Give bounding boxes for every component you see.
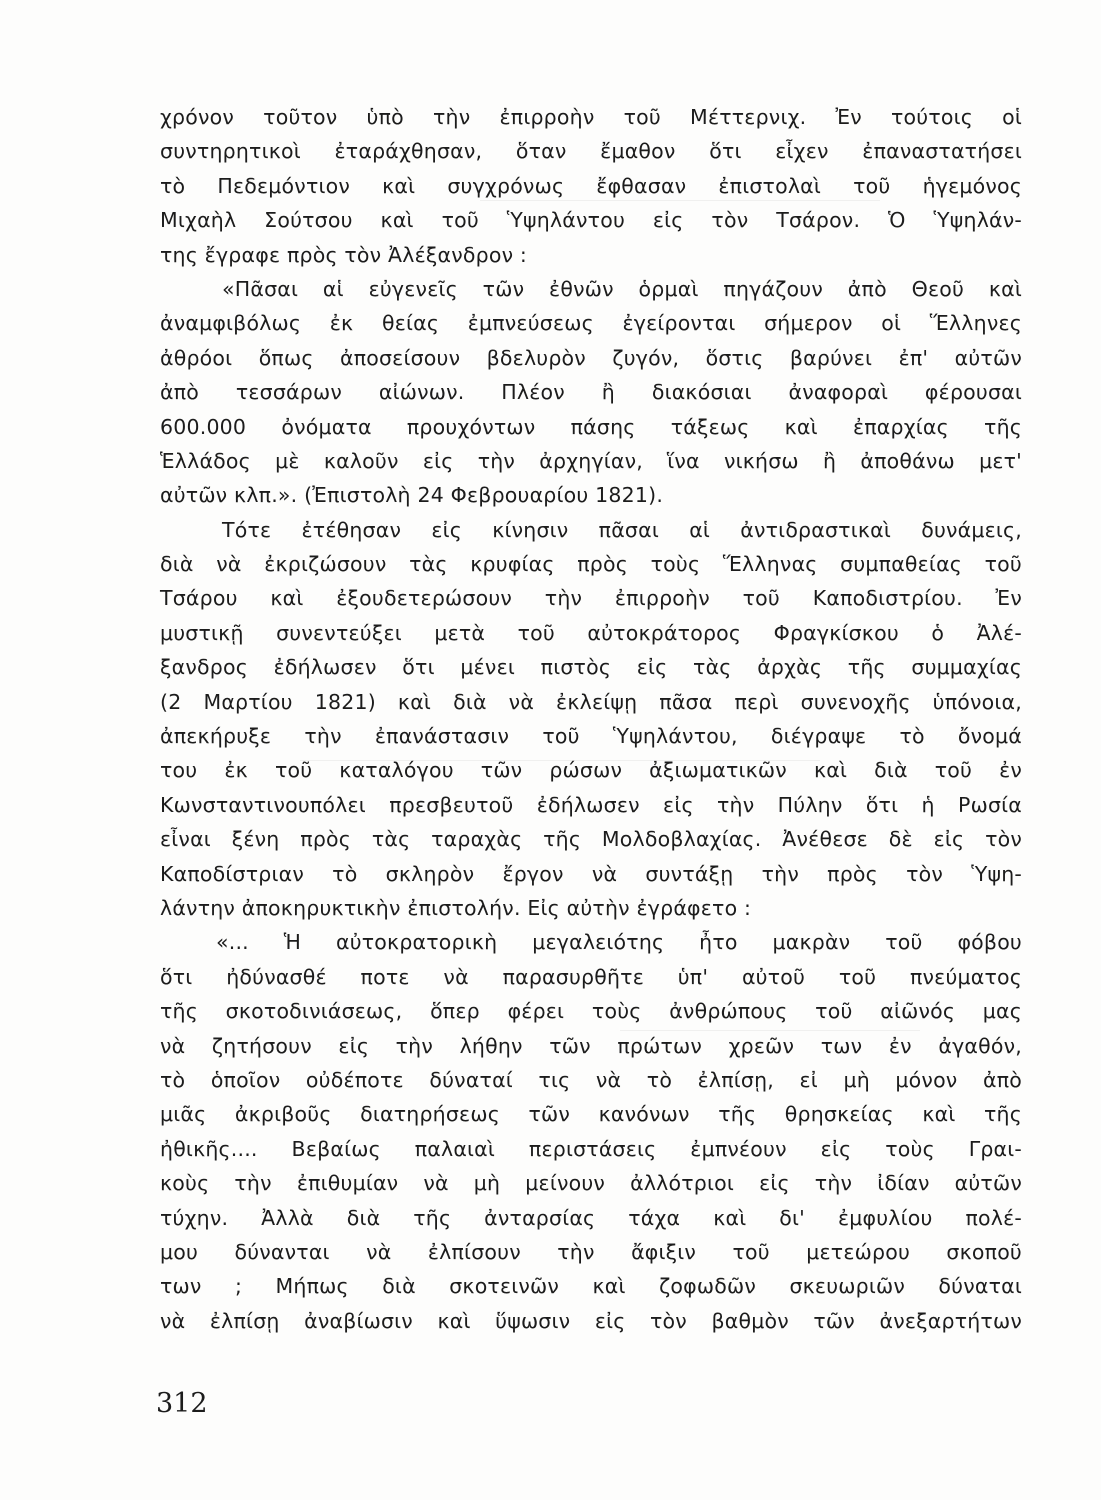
text-line: «Πᾶσαι αἱ εὐγενεῖς τῶν ἐθνῶν ὁρμαὶ πηγάζουν ἀπὸ Θεοῦ καὶ [222,276,1022,301]
text-line: νὰ ζητήσουν εἰς τὴν λήθην τῶν πρώτων χρεῶν των ἐν ἀγαθόν, [160,1033,1022,1058]
text-line: τῆς σκοτοδινιάσεως, ὅπερ φέρει τοὺς ἀνθρώπους τοῦ αἰῶνός μας [160,999,1022,1024]
text-line: νὰ ἐλπίσῃ ἀναβίωσιν καὶ ὕψωσιν εἰς τὸν βαθμὸν τῶν ἀνεξαρτήτων [160,1308,1022,1333]
text-line: ἀθρόοι ὅπως ἀποσείσουν βδελυρὸν ζυγόν, ὅστις βαρύνει ἐπ' αὐτῶν [160,345,1022,370]
text-line: τὸ Πεδεμόντιον καὶ συγχρόνως ἔφθασαν ἐπιστολαὶ τοῦ ἡγεμόνος [160,173,1022,198]
text-line: ἀπὸ τεσσάρων αἰώνων. Πλέον ἢ διακόσιαι ἀναφοραὶ φέρουσαι [160,380,1022,405]
text-line: μυστικῇ συνεντεύξει μετὰ τοῦ αὐτοκράτορος Φραγκίσκου ὁ Ἀλέ- [160,620,1022,645]
text-line: «... Ἡ αὐτοκρατορικὴ μεγαλειότης ἦτο μακρὰν τοῦ φόβου [216,930,1022,955]
text-line: λάντην ἀποκηρυκτικὴν ἐπιστολήν. Εἰς αὐτὴν ἐγράφετο : [160,895,752,920]
text-line: ἀπεκήρυξε τὴν ἐπανάστασιν τοῦ Ὑψηλάντου, διέγραψε τὸ ὄνομά [160,724,1022,749]
text-line: αὐτῶν κλπ.». (Ἐπιστολὴ 24 Φεβρουαρίου 1821). [160,483,664,508]
text-line: ξανδρος ἐδήλωσεν ὅτι μένει πιστὸς εἰς τὰς ἀρχὰς τῆς συμμαχίας [160,655,1022,680]
text-line: συντηρητικοὶ ἐταράχθησαν, ὅταν ἔμαθον ὅτι εἶχεν ἐπαναστατήσει [160,139,1022,164]
text-line: 600.000 ὀνόματα προυχόντων πάσης τάξεως καὶ ἐπαρχίας τῆς [160,414,1022,439]
text-line: (2 Μαρτίου 1821) καὶ διὰ νὰ ἐκλείψῃ πᾶσα περὶ συνενοχῆς ὑπόνοια, [160,689,1022,714]
text-line: Ἑλλάδος μὲ καλοῦν εἰς τὴν ἀρχηγίαν, ἵνα νικήσω ἢ ἀποθάνω μετ' [160,448,1022,473]
text-line: Τότε ἐτέθησαν εἰς κίνησιν πᾶσαι αἱ ἀντιδραστικαὶ δυνάμεις, [222,517,1022,542]
text-line: της ἔγραφε πρὸς τὸν Ἀλέξανδρον : [160,242,528,267]
text-line: τὸ ὁποῖον οὐδέποτε δύναταί τις νὰ τὸ ἐλπίσῃ, εἰ μὴ μόνον ἀπὸ [160,1067,1022,1092]
text-line: ἠθικῆς.... Βεβαίως παλαιαὶ περιστάσεις ἐμπνέουν εἰς τοὺς Γραι- [160,1136,1022,1161]
text-line: Τσάρου καὶ ἐξουδετερώσουν τὴν ἐπιρροὴν τοῦ Καποδιστρίου. Ἐν [160,586,1022,611]
page-number: 312 [156,1388,208,1419]
text-line: του ἐκ τοῦ καταλόγου τῶν ρώσων ἀξιωματικῶν καὶ διὰ τοῦ ἐν [160,758,1022,783]
text-line: τύχην. Ἀλλὰ διὰ τῆς ἀνταρσίας τάχα καὶ δι' ἐμφυλίου πολέ- [160,1205,1022,1230]
text-line: Καποδίστριαν τὸ σκληρὸν ἔργον νὰ συντάξῃ τὴν πρὸς τὸν Ὑψη- [160,861,1022,886]
body-text [160,100,1022,1338]
text-line: Μιχαὴλ Σούτσου καὶ τοῦ Ὑψηλάντου εἰς τὸν Τσάρον. Ὁ Ὑψηλάν- [160,208,1022,233]
text-line: μου δύνανται νὰ ἐλπίσουν τὴν ἄφιξιν τοῦ μετεώρου σκοποῦ [160,1239,1022,1264]
text-line: εἶναι ξένη πρὸς τὰς ταραχὰς τῆς Μολδοβλαχίας. Ἀνέθεσε δὲ εἰς τὸν [160,827,1022,852]
text-line: των ; Μήπως διὰ σκοτεινῶν καὶ ζοφωδῶν σκευωριῶν δύναται [160,1274,1022,1299]
text-line: διὰ νὰ ἐκριζώσουν τὰς κρυφίας πρὸς τοὺς Ἕλληνας συμπαθείας τοῦ [160,552,1022,577]
text-line: ἀναμφιβόλως ἐκ θείας ἐμπνεύσεως ἐγείρονται σήμερον οἱ Ἕλληνες [160,311,1022,336]
text-line: κοὺς τὴν ἐπιθυμίαν νὰ μὴ μείνουν ἀλλότριοι εἰς τὴν ἰδίαν αὐτῶν [160,1171,1022,1196]
text-line: Κωνσταντινουπόλει πρεσβευτοῦ ἐδήλωσεν εἰς τὴν Πύλην ὅτι ἡ Ρωσία [160,792,1022,817]
text-line: ὅτι ἠδύνασθέ ποτε νὰ παρασυρθῆτε ὑπ' αὐτοῦ τοῦ πνεύματος [160,964,1022,989]
text-line: χρόνον τοῦτον ὑπὸ τὴν ἐπιρροὴν τοῦ Μέττερνιχ. Ἐν τούτοις οἱ [160,105,1022,129]
text-line: μιᾶς ἀκριβοῦς διατηρήσεως τῶν κανόνων τῆς θρησκείας καὶ τῆς [160,1102,1022,1127]
